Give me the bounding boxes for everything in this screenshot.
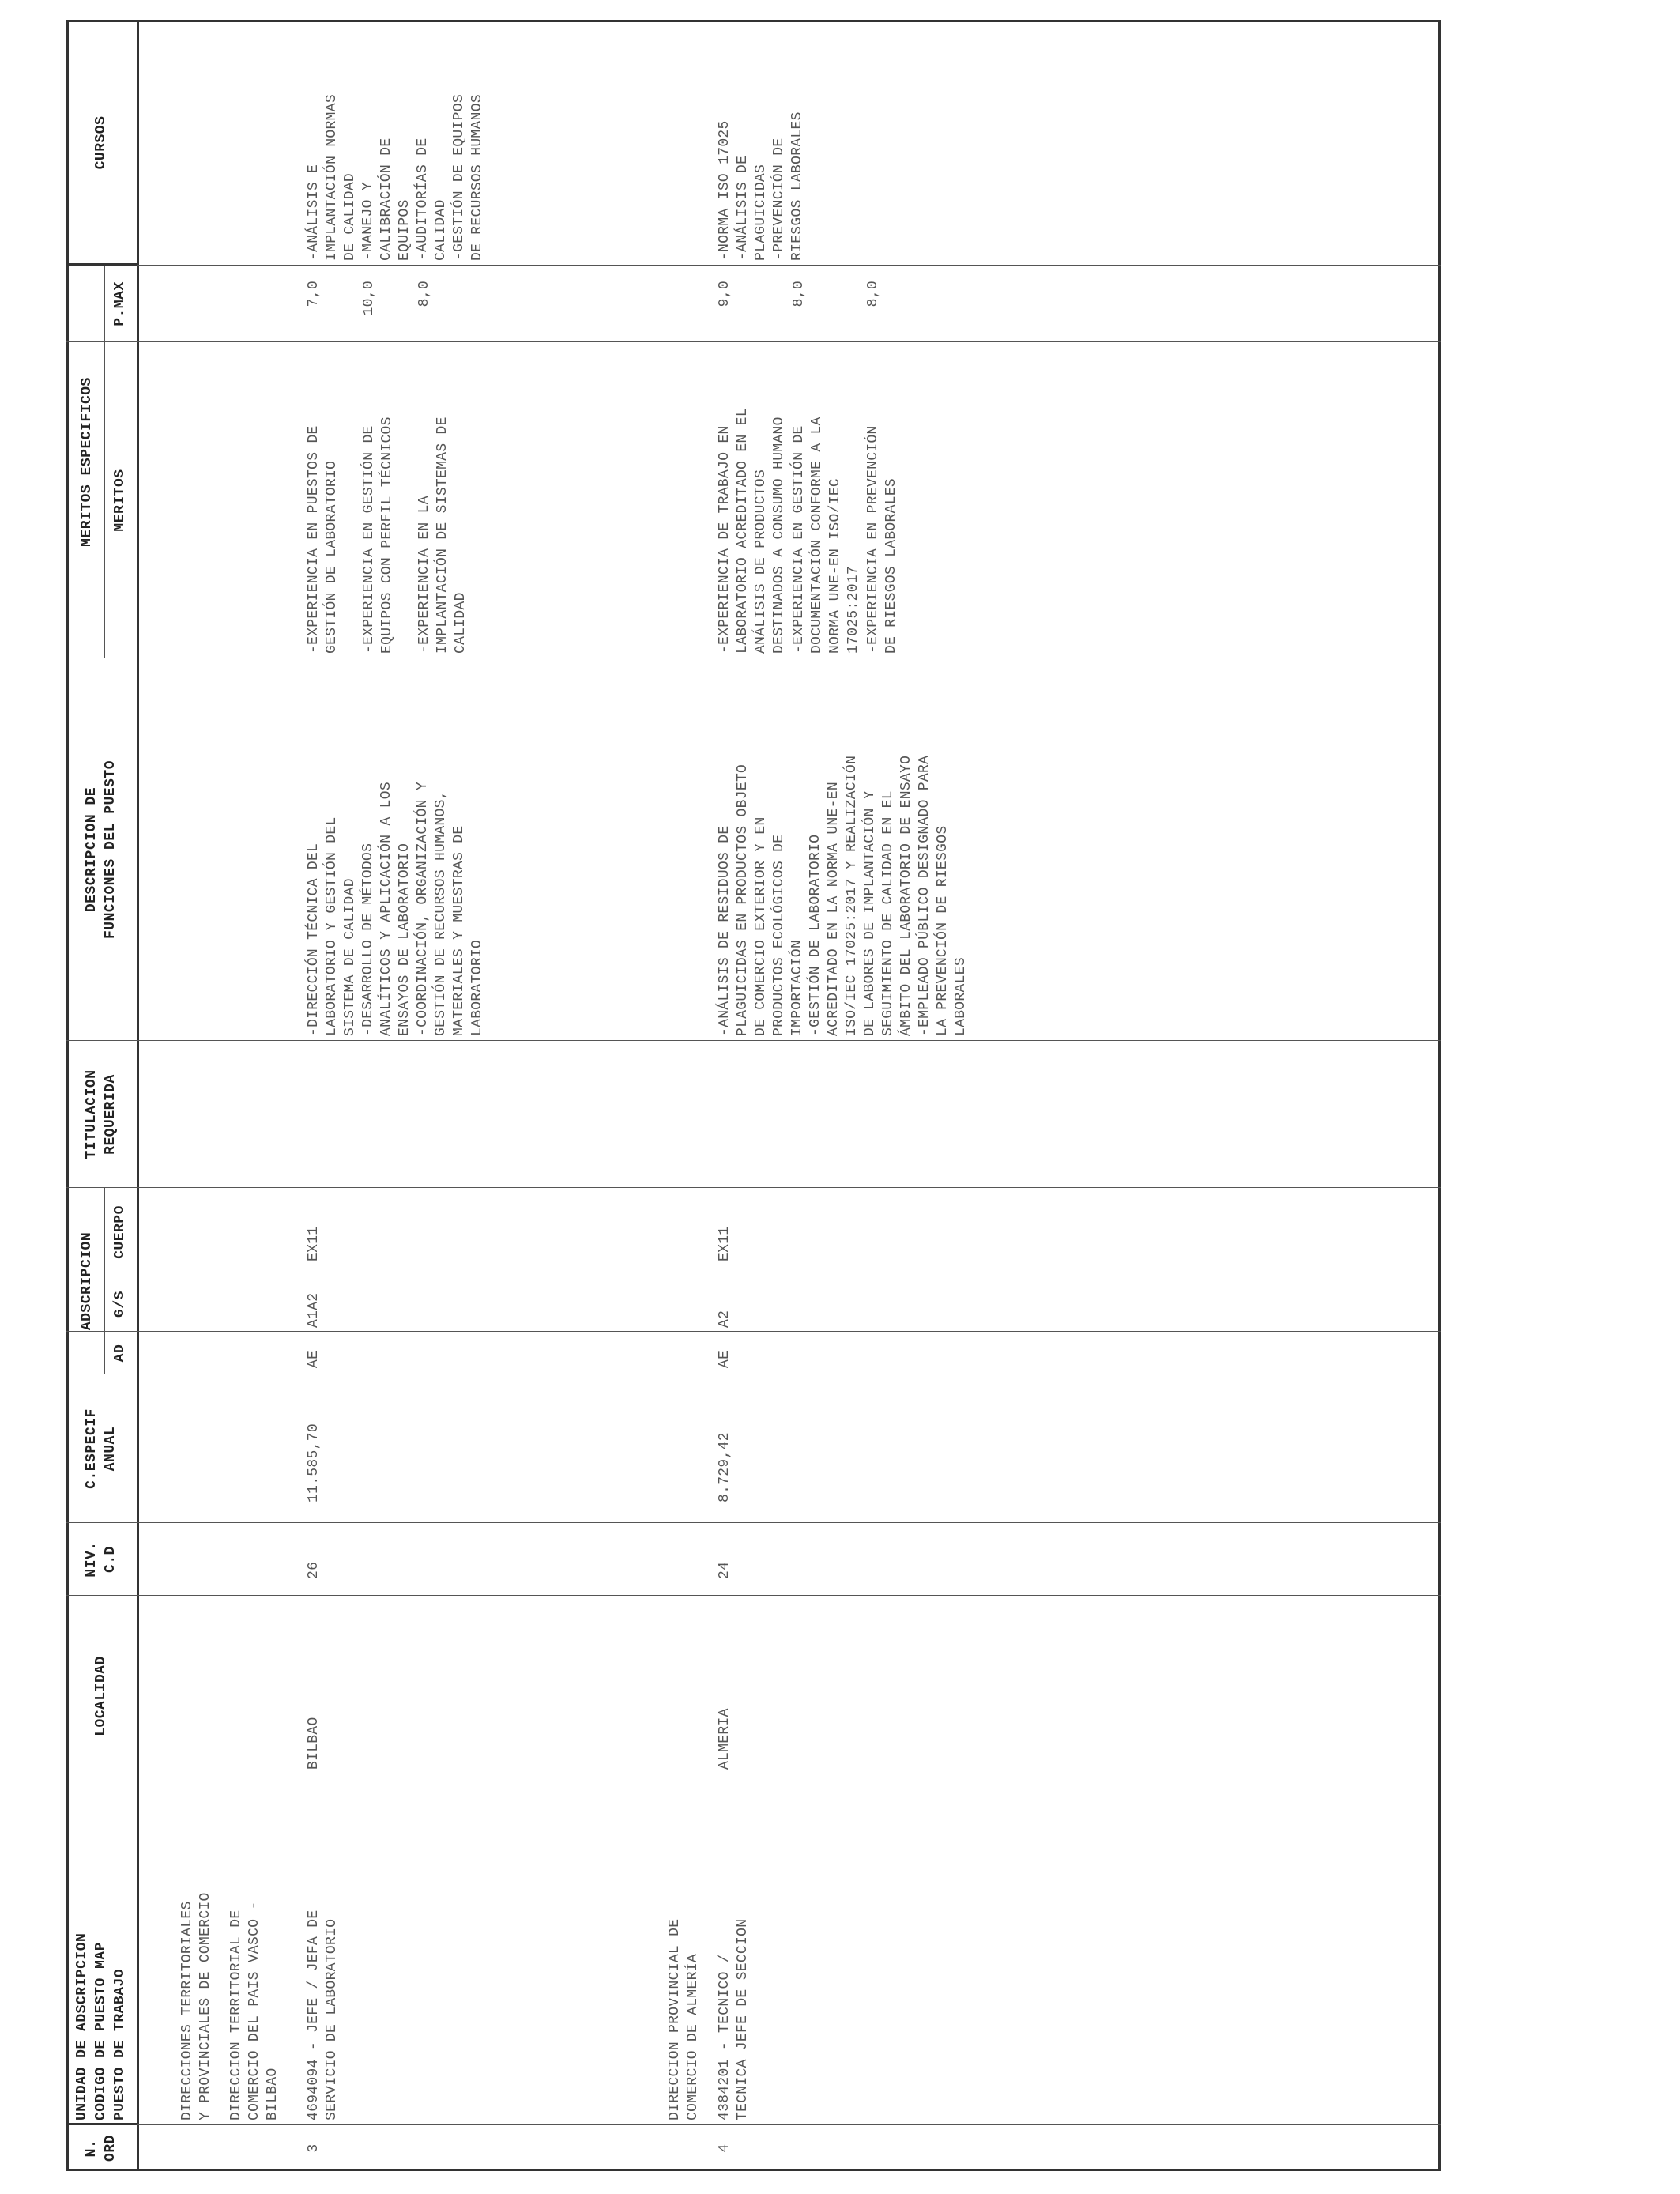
header-unidad: UNIDAD DE ADSCRIPCION CODIGO DE PUESTO MAP PUESTO DE TRABAJO (74, 1932, 128, 2120)
col-sep-12 (66, 265, 1441, 266)
row-pmax-3: 8,0 (416, 281, 432, 307)
row-puesto: 4694094 - JEFE / JEFA DE SERVICIO DE LABORATORIO (306, 1909, 340, 2120)
table-frame (66, 20, 1441, 2171)
header-meritos-especificos: MERITOS ESPECIFICOS (79, 377, 95, 547)
row-pmax-2: 8,0 (791, 281, 807, 307)
header-descripcion: DESCRIPCION DE FUNCIONES DEL PUESTO (84, 760, 119, 940)
row-cuerpo: EX11 (306, 1226, 322, 1261)
row-ad: AE (306, 1350, 322, 1368)
row-nivel: 26 (306, 1561, 322, 1579)
col-sep-8 (66, 1187, 1441, 1188)
col-sep-6 (66, 1331, 1441, 1332)
row-puesto: 4384201 - TECNICO / TECNICA JEFE DE SECCION (717, 1918, 751, 2120)
header-cuerpo: CUERPO (112, 1205, 128, 1259)
col-sep-4 (66, 1522, 1441, 1523)
row-gs: A1A2 (306, 1292, 322, 1328)
header-cursos: CURSOS (93, 115, 109, 170)
header-nivel: NIV. C.D (84, 1541, 119, 1578)
header-divider (137, 20, 139, 2171)
header-ad: AD (112, 1344, 128, 1363)
row-n-ord: 4 (717, 2143, 733, 2153)
header-meritos: MERITOS (112, 469, 128, 532)
row-cursos: -NORMA ISO 17025 -ANÁLISIS DE PLAGUICIDAS -PREVENCIÓN DE RIESGOS LABORALES (717, 111, 805, 261)
header-adscripcion: ADSCRIPCION (79, 1231, 95, 1331)
row-descripcion: -DIRECCIÓN TÉCNICA DEL LABORATORIO Y GESTIÓN DEL SISTEMA DE CALIDAD -DESARROLLO DE MÉTODOS ANALÍTICOS Y APLICACIÓN A LOS ENSAYOS DE LABORATORIO -COORDINACIÓN, ORGANIZACIÓN Y GESTIÓN DE RECURSOS HUMANOS, MATERIALES Y MUESTRAS DE LABORATORIO (306, 782, 485, 1036)
section-direccion-almeria: DIRECCION PROVINCIAL DE COMERCIO DE ALMERÍA (667, 1918, 701, 2120)
row-cuerpo: EX11 (717, 1226, 733, 1261)
header-pmax: P.MAX (112, 281, 128, 326)
row-cespecif: 11.585,70 (306, 1423, 322, 1502)
row-merito-1: -EXPERIENCIA DE TRABAJO EN LABORATORIO ACREDITADO EN EL ANÁLISIS DE PRODUCTOS DESTINADOS A CONSUMO HUMANO (717, 408, 787, 654)
row-merito-2: -EXPERIENCIA EN GESTIÓN DE DOCUMENTACIÓN CONFORME A LA NORMA UNE-EN ISO/IEC 17025:2017 (791, 417, 861, 654)
header-titulacion: TITULACION REQUERIDA (84, 1069, 119, 1159)
section-direccion-pais-vasco: DIRECCION TERRITORIAL DE COMERCIO DEL PAIS VASCO - BILBAO (228, 1901, 281, 2120)
row-merito-3: -EXPERIENCIA EN PREVENCIÓN DE RIESGOS LABORALES (865, 425, 899, 654)
col-sep-11 (66, 341, 1441, 342)
row-pmax-2: 10,0 (361, 281, 377, 316)
header-cespecif: C.ESPECIF ANUAL (84, 1408, 119, 1489)
row-gs: A2 (717, 1310, 733, 1328)
row-localidad: ALMERIA (717, 1708, 733, 1770)
col-sep-9 (66, 1040, 1441, 1041)
row-cespecif: 8.729,42 (717, 1432, 733, 1502)
section-direcciones-territoriales: DIRECCIONES TERRITORIALES Y PROVINCIALES DE COMERCIO (179, 1892, 213, 2120)
row-merito-3: -EXPERIENCIA EN LA IMPLANTACIÓN DE SISTEMAS DE CALIDAD (416, 417, 469, 654)
row-pmax-1: 9,0 (717, 281, 733, 307)
row-n-ord: 3 (306, 2143, 322, 2153)
row-localidad: BILBAO (306, 1717, 322, 1770)
meritos-subline (104, 266, 105, 658)
header-localidad: LOCALIDAD (93, 1656, 109, 1736)
row-merito-1: -EXPERIENCIA EN PUESTOS DE GESTIÓN DE LABORATORIO (306, 425, 340, 654)
row-nivel: 24 (717, 1561, 733, 1579)
header-gs: G/S (112, 1291, 128, 1318)
col-sep-3 (66, 1595, 1441, 1596)
row-cursos: -ANÁLISIS E IMPLANTACIÓN NORMAS DE CALIDAD -MANEJO Y CALIBRACIÓN DE EQUIPOS -AUDITORÍAS DE CALIDAD -GESTIÓN DE EQUIPOS DE RECURSOS HUMANOS (306, 94, 485, 261)
row-descripcion: -ANÁLISIS DE RESIDUOS DE PLAGUICIDAS EN PRODUCTOS OBJETO DE COMERCIO EXTERIOR Y EN PRODUCTOS ECOLÓGICOS DE IMPORTACIÓN -GESTIÓN DE LABORATORIO ACREDITADO EN LA NORMA UNE-EN ISO/IEC 17025:2017 Y REALIZACIÓN DE LABORES DE IMPLANTACIÓN Y SEGUIMIENTO DE CALIDAD EN EL ÁMBITO DEL LABORATORIO DE ENSAYO -EMPLEADO PÚBLICO DESIGNADO PARA LA PREVENCIÓN DE RIESGOS LABORALES (717, 755, 969, 1036)
row-pmax-1: 7,0 (306, 281, 322, 307)
row-pmax-3: 8,0 (865, 281, 881, 307)
row-ad: AE (717, 1350, 733, 1368)
row-merito-2: -EXPERIENCIA EN GESTIÓN DE EQUIPOS CON PERFIL TÉCNICOS (361, 417, 395, 654)
col-sep-1 (66, 2124, 1441, 2125)
header-n-ord: N. ORD (84, 2135, 119, 2162)
adscripcion-subline (104, 1188, 105, 1374)
